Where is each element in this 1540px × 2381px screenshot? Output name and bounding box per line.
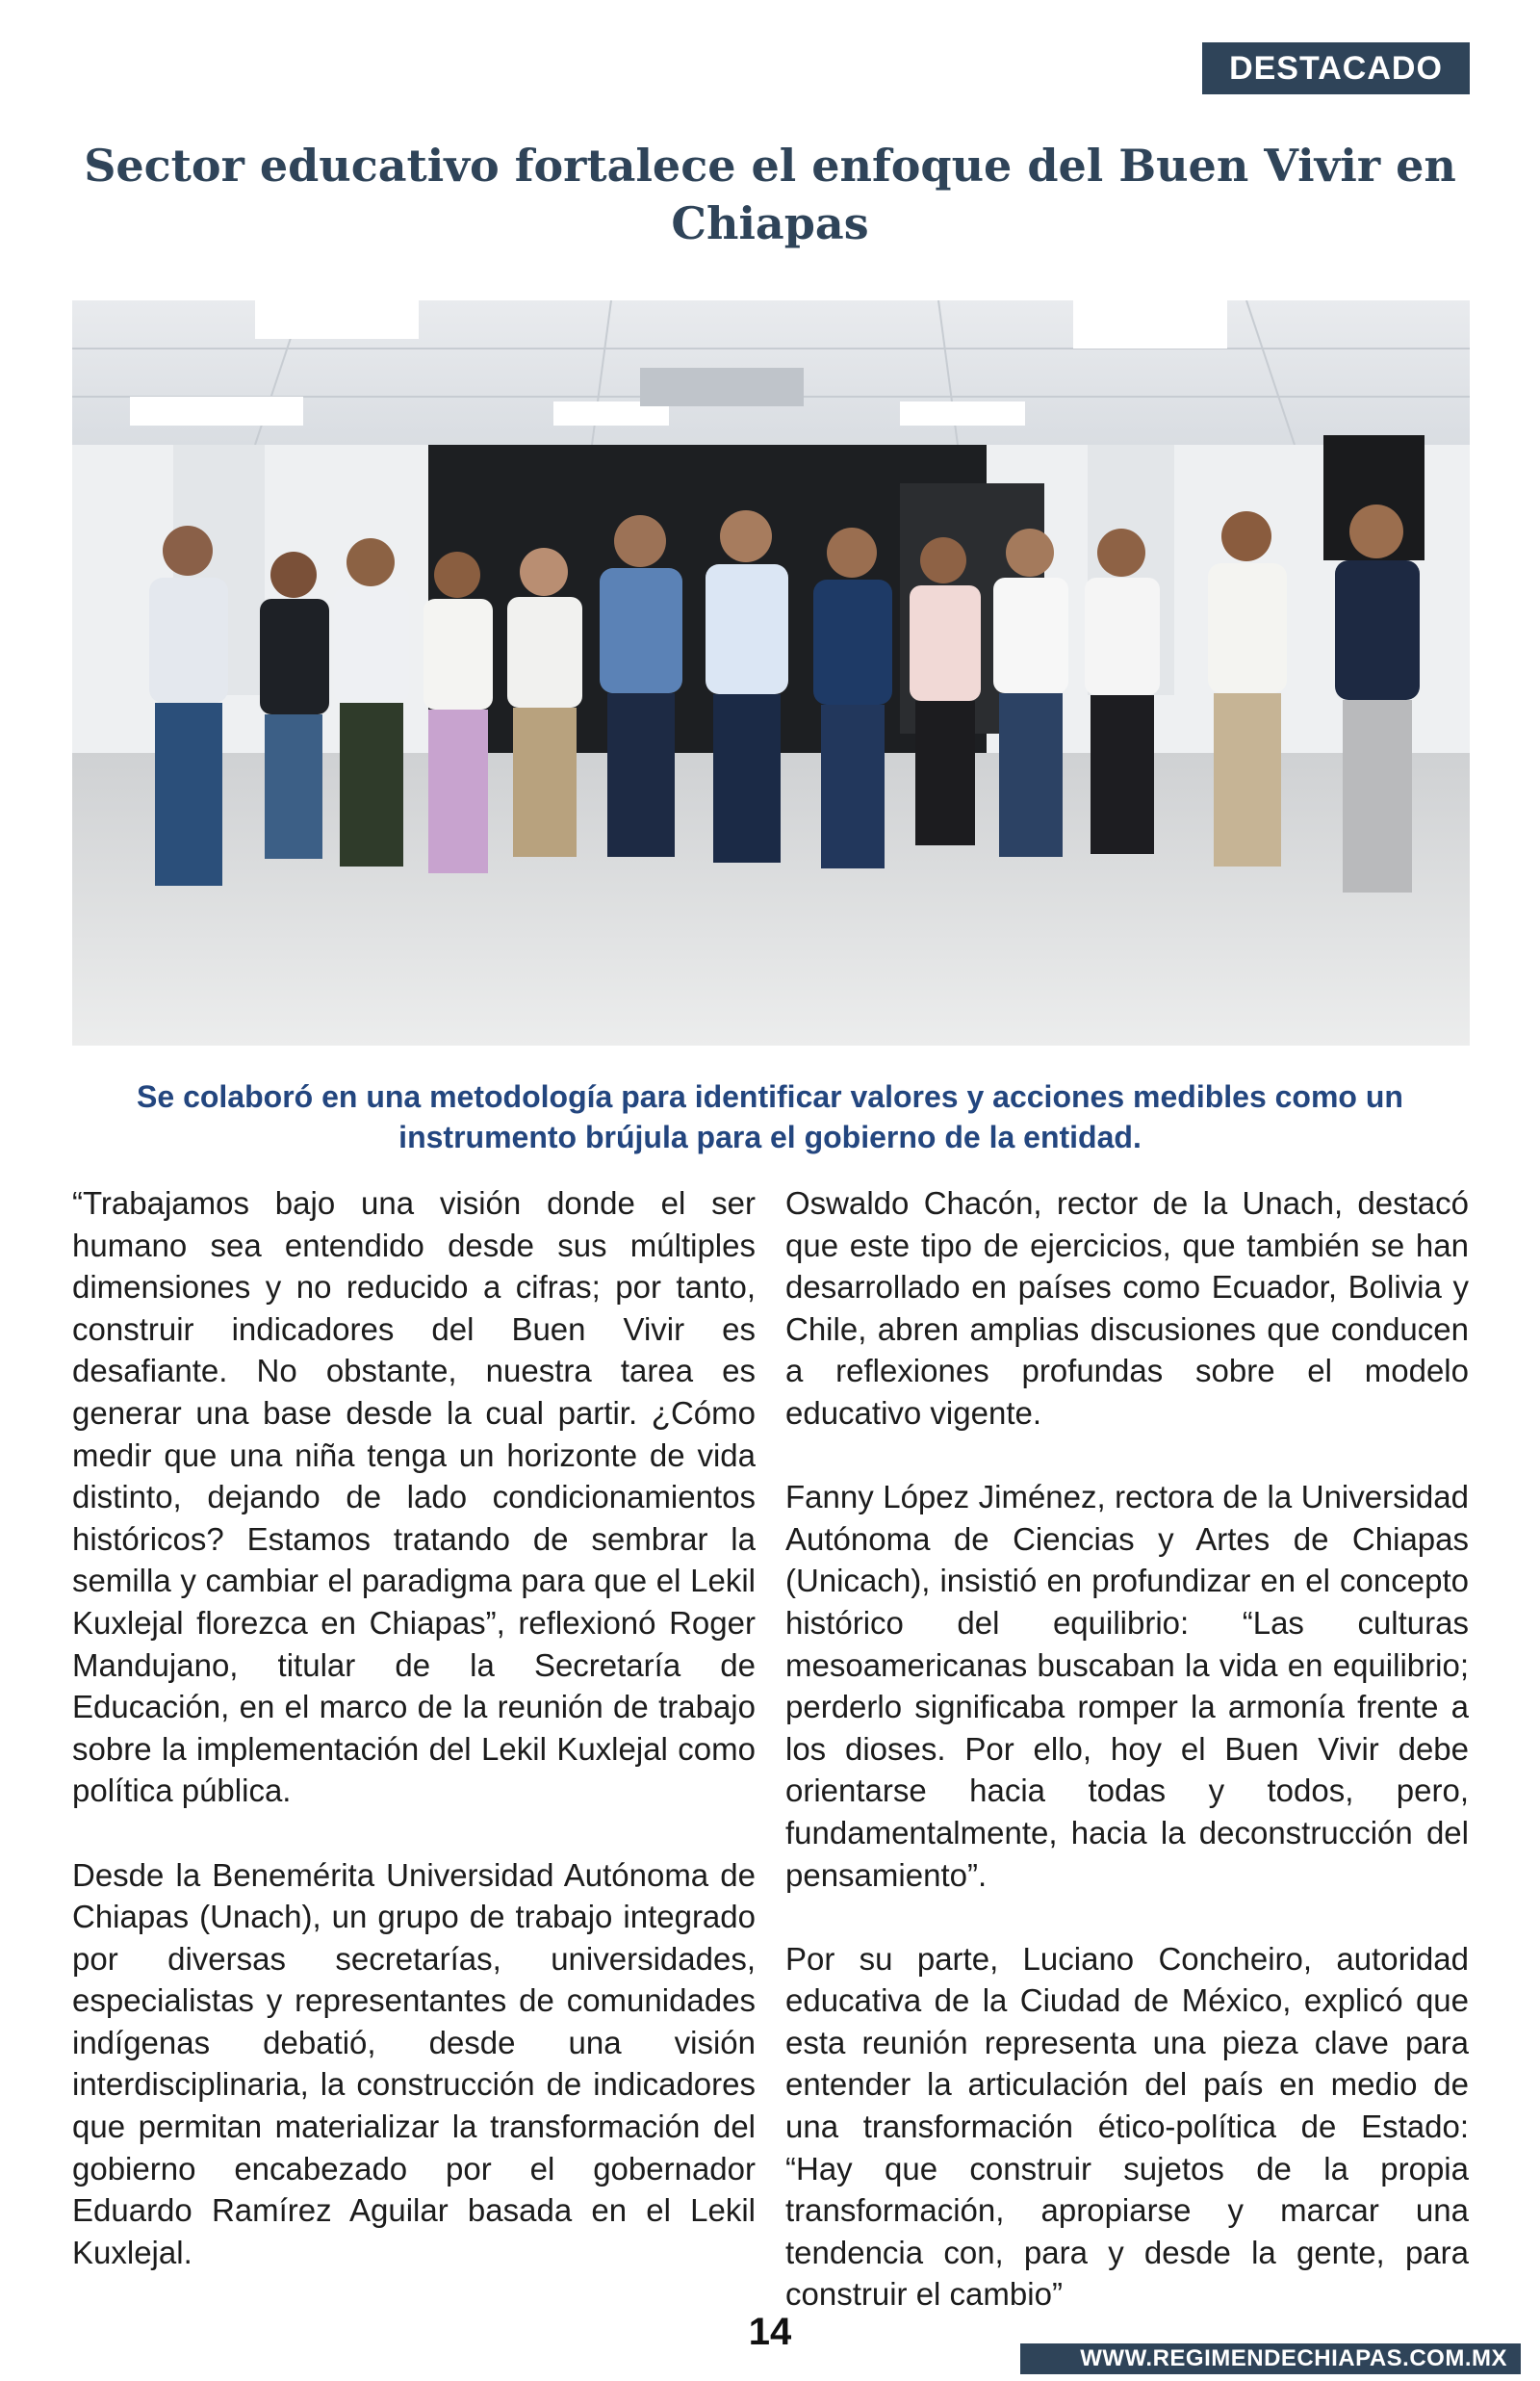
person: [1335, 505, 1420, 893]
paragraph: Fanny López Jiménez, rectora de la Universidad Autónoma de Ciencias y Artes de Chiapas (Unicach), insistió en profundizar en el concepto histórico del equilibrio: “Las culturas mesoamericanas buscaban la vida en equilibrio; perderlo significaba romper la armonía frente a los dioses. Por ello, hoy el Buen Vivir debe orientarse hacia todas y todos, pero, fundamentalmente, hacia la deconstrucción del pensamiento”.: [785, 1479, 1469, 1893]
person: [993, 529, 1068, 857]
right-column: [785, 1182, 1469, 2358]
person: [334, 538, 409, 867]
person: [424, 552, 493, 873]
article-subtitle: Se colaboró en una metodología para identificar valores y acciones medibles como un instrumento brújula para el gobierno de la entidad.: [137, 1079, 1403, 1154]
paragraph: Desde la Benemérita Universidad Autónoma de Chiapas (Unach), un grupo de trabajo integrado por diversas secretarías, universidades, especialistas y representantes de comunidades indígenas debatió, desde una visión interdisciplinaria, la construcción de indicadores que permitan materializar la transformación del gobierno encabezado por el gobernador Eduardo Ramírez Aguilar basada en el Lekil Kuxlejal.: [72, 1856, 756, 2270]
paragraph: “Trabajamos bajo una visión donde el ser humano sea entendido desde sus múltiples dimensiones y no reducido a cifras; por tanto, construir indicadores del Buen Vivir es desafiante. No obstante, nuestra tarea es generar una base desde la cual partir. ¿Cómo medir que una niña tenga un horizonte de vida distinto, dejando de lado condicionamientos históricos? Estamos tratando de sembrar la semilla y cambiar el paradigma para que el Lekil Kuxlejal florezca en Chiapas”, reflexionó Roger Mandujano, titular de la Secretaría de Educación, en el marco de la reunión de trabajo sobre la implementación del Lekil Kuxlejal como política pública.: [72, 1185, 756, 1809]
group-photo: [72, 300, 1470, 1046]
website-link[interactable]: WWW.REGIMENDECHIAPAS.COM.MX: [1020, 2343, 1521, 2374]
page-number: 14: [748, 2311, 792, 2353]
article-title: Sector educativo fortalece el enfoque del Buen Vivir en Chiapas: [84, 140, 1456, 249]
person: [1208, 511, 1287, 867]
person: [149, 526, 228, 886]
paragraph: Oswaldo Chacón, rector de la Unach, destacó que este tipo de ejercicios, que también se han desarrollado en países como Ecuador, Bolivia y Chile, abren amplias discusiones que conducen a reflexiones profundas sobre el modelo educativo vigente.: [785, 1185, 1469, 1431]
ac-vent: [640, 368, 804, 406]
section-badge: DESTACADO: [1202, 42, 1470, 94]
left-column: [72, 1182, 756, 2316]
paragraph: Por su parte, Luciano Concheiro, autoridad educativa de la Ciudad de México, explicó que esta reunión representa una pieza clave para entender la articulación del país en medio de una transformación ético-política de Estado: “Hay que construir sujetos de la propia transformación, apropiarse y marcar una tendencia con, para y desde la gente, para construir el cambio”: [785, 1940, 1469, 2313]
